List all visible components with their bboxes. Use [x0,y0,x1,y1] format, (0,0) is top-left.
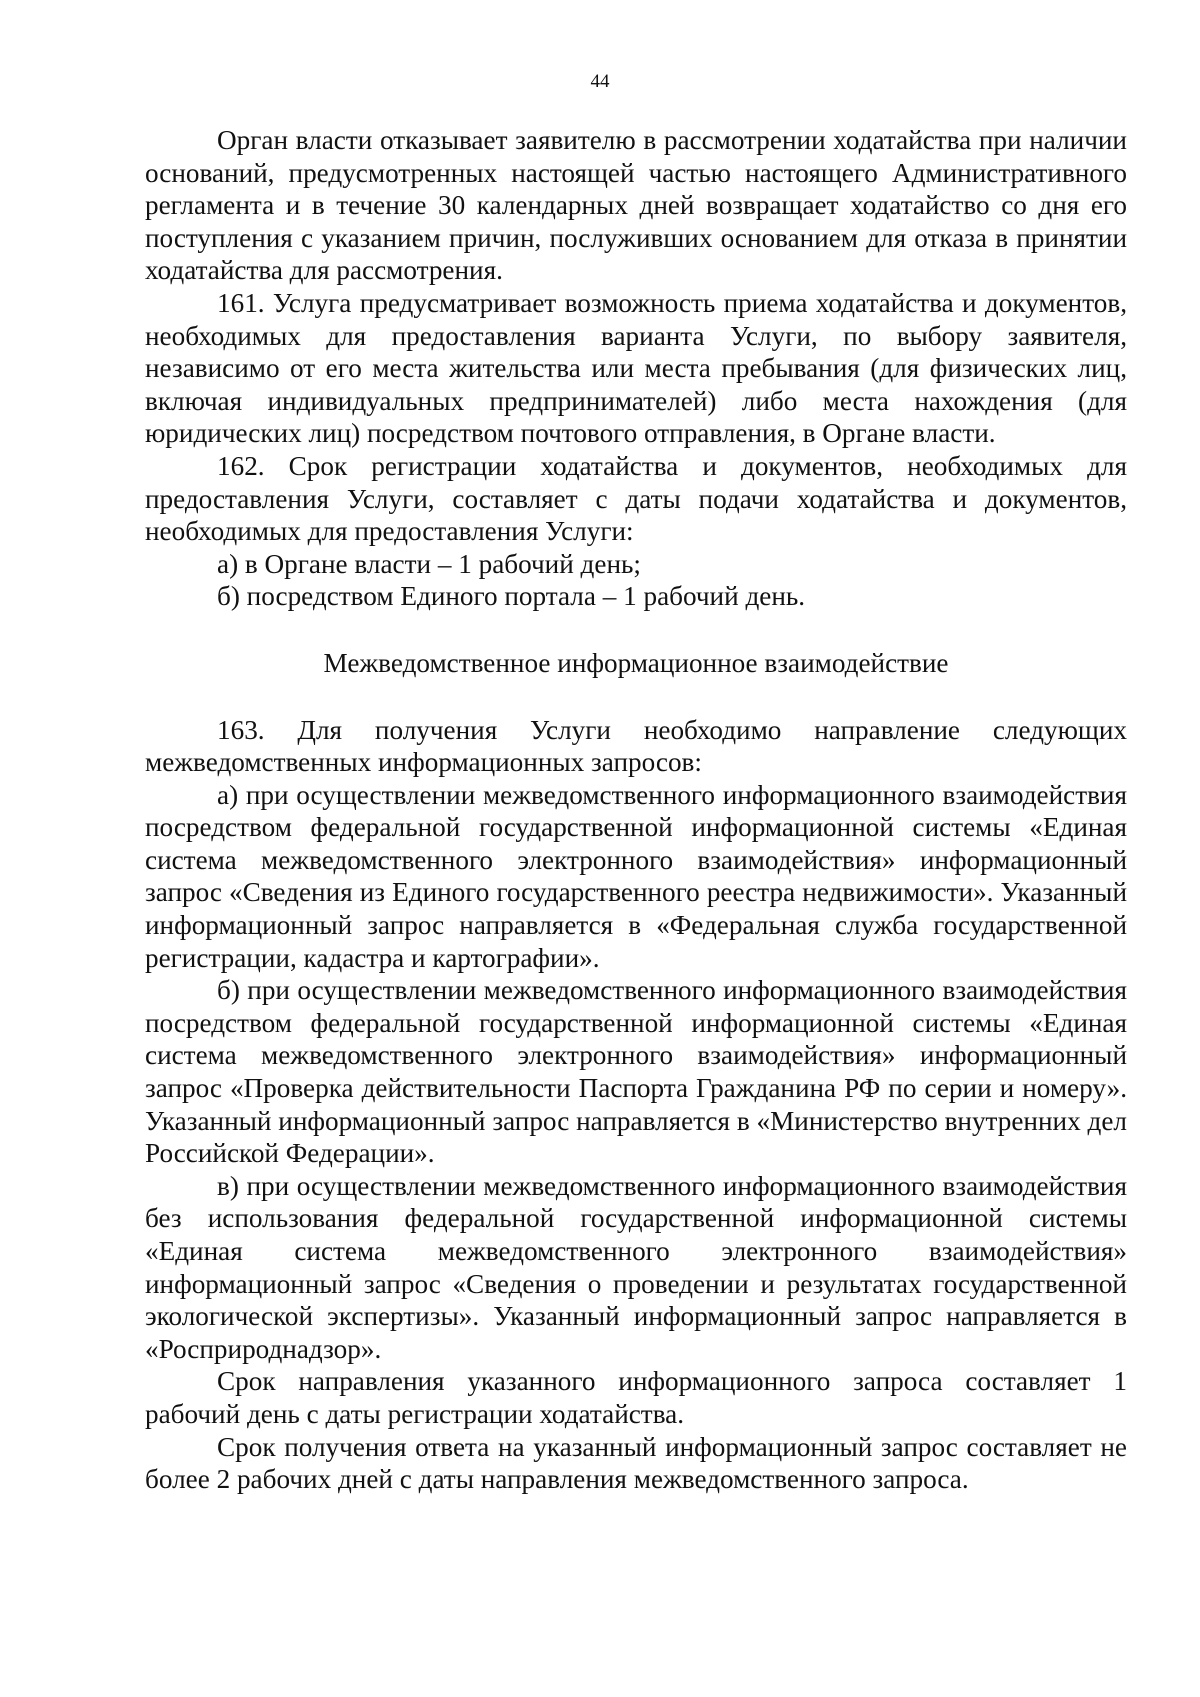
list-item-a-egrn: а) при осуществлении межведомственного информационного взаимодействия посредством федеральной государственной информационной системы «Единая система межведомственного электронного взаимодействия» информационный запрос «Сведения из Единого государственного реестра недвижимости». Указанный информационный запрос направляется в «Федеральная служба государственной регистрации, кадастра и картографии». [145,779,1127,973]
section-heading: Межведомственное информационное взаимодействие [323,647,949,678]
page-body [145,124,1127,1496]
paragraph-response-term: Срок получения ответа на указанный информационный запрос составляет не более 2 рабочих дней с даты направления межведомственного запроса. [145,1431,1127,1495]
paragraph-163: 163. Для получения Услуги необходимо направление следующих межведомственных информационных запросов: [145,714,1127,778]
list-item-b-passport: б) при осуществлении межведомственного информационного взаимодействия посредством федеральной государственной информационной системы «Единая система межведомственного электронного взаимодействия» информационный запрос «Проверка действительности Паспорта Гражданина РФ по серии и номеру». Указанный информационный запрос направляется в «Министерство внутренних дел Российской Федерации». [145,975,1127,1169]
paragraph-162: 162. Срок регистрации ходатайства и документов, необходимых для предоставления Услуги, составляет с даты подачи ходатайства и документов, необходимых для предоставления Услуги: [145,450,1127,547]
paragraph-request-term: Срок направления указанного информационного запроса составляет 1 рабочий день с даты регистрации ходатайства. [145,1366,1127,1429]
paragraph-161: 161. Услуга предусматривает возможность приема ходатайства и документов, необходимых для предоставления варианта Услуги, по выбору заявителя, независимо от его места жительства или места пребывания (для физических лиц, включая индивидуальных предпринимателей) либо места нахождения (для юридических лиц) посредством почтового отправления, в Органе власти. [145,287,1127,449]
page-number: 44 [590,71,610,92]
list-item-c-ecology: в) при осуществлении межведомственного информационного взаимодействия без использования федеральной государственной информационной системы «Единая система межведомственного электронного взаимодействия» информационный запрос «Сведения о проведении и результатах государственной экологической экспертизы». Указанный информационный запрос направляется в «Росприроднадзор». [145,1170,1127,1364]
list-item-a-authority: а) в Органе власти – 1 рабочий день; [217,548,641,579]
list-item-b-portal: б) посредством Единого портала – 1 рабочий день. [217,581,806,612]
paragraph-refusal: Орган власти отказывает заявителю в рассмотрении ходатайства при наличии оснований, предусмотренных настоящей частью настоящего Административного регламента и в течение 30 календарных дней возвращает ходатайство со дня его поступления с указанием причин, послуживших основанием для отказа в принятии ходатайства для рассмотрения. [145,125,1127,286]
